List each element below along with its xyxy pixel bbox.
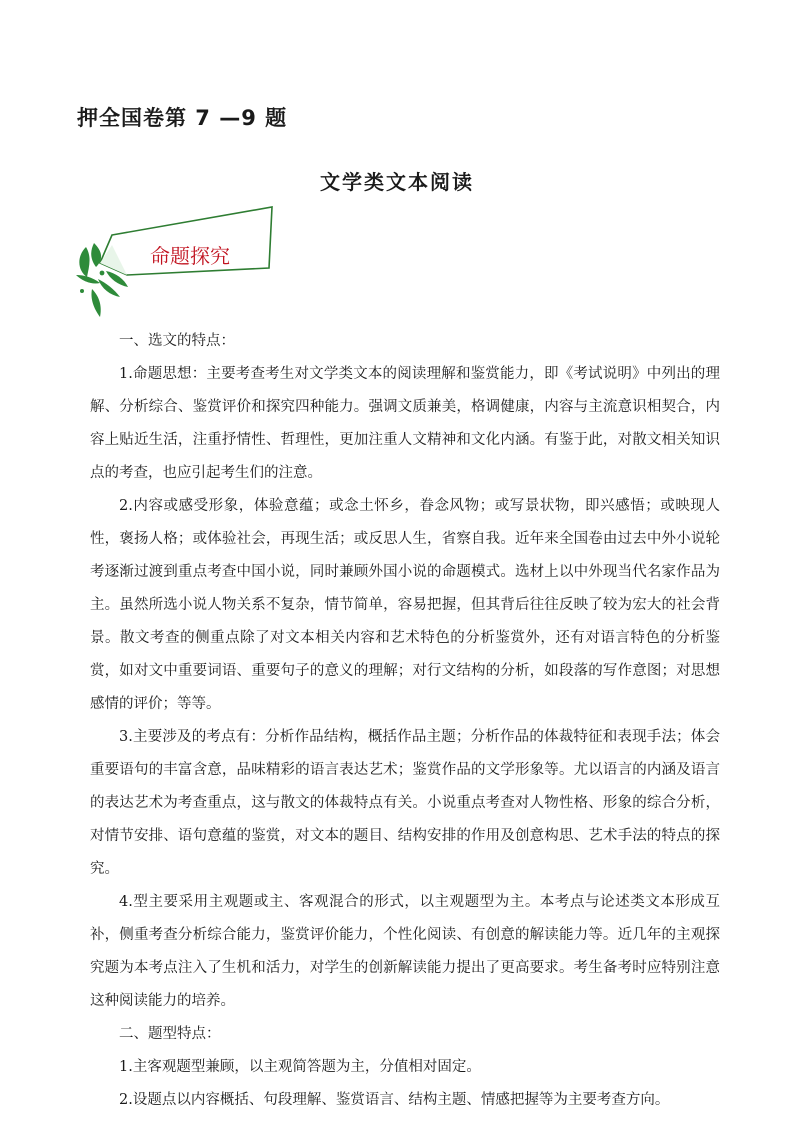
main-content	[90, 325, 720, 1117]
paragraph: 2.设题点以内容概括、句段理解、鉴赏语言、结构主题、情感把握等为主要考查方向。	[119, 1092, 670, 1108]
banner-label: 命题探究	[150, 244, 230, 268]
section-title: 文学类文本阅读	[320, 170, 474, 194]
paragraph: 3.主要涉及的考点有：分析作品结构，概括作品主题；分析作品的体裁特征和表现手法；体会重要语句的丰富含意，品味精彩的语言表达艺术；鉴赏作品的文学形象等。尤以语言的内涵及语言的表达艺术为考查重点，这与散文的体裁特点有关。小说重点考查对人物性格、形象的综合分析，对情节安排、语句意蕴的鉴赏，对文本的题目、结构安排的作用及创意构思、艺术手法的特点的探究。	[90, 729, 720, 877]
section-heading: 一、选文的特点：	[119, 333, 235, 349]
paragraph: 2.内容或感受形象，体验意蕴；或念土怀乡，眷念风物；或写景状物，即兴感悟；或映现人性，褒扬人格；或体验社会，再现生活；或反思人生，省察自我。近年来全国卷由过去中外小说轮考逐渐过渡到重点考查中国小说，同时兼顾外国小说的命题模式。选材上以中外现当代名家作品为主。虽然所选小说人物关系不复杂，情节简单，容易把握，但其背后往往反映了较为宏大的社会背景。散文考查的侧重点除了对文本相关内容和艺术特色的分析鉴赏外，还有对语言特色的分析鉴赏，如对文中重要词语、重要句子的意义的理解；对行文结构的分析，如段落的写作意图；对思想感情的评价；等等。	[90, 498, 720, 712]
paragraph: 1.主客观题型兼顾，以主观简答题为主，分值相对固定。	[119, 1059, 481, 1075]
page-title: 押全国卷第 7 —9 题	[77, 106, 288, 130]
paragraph: 4.型主要采用主观题或主、客观混合的形式，以主观题型为主。本考点与论述类文本形成互补，侧重考查分析综合能力，鉴赏评价能力，个性化阅读、有创意的解读能力等。近几年的主观探究题为本考点注入了生机和活力，对学生的创新解读能力提出了更高要求。考生备考时应特别注意这种阅读能力的培养。	[90, 894, 720, 1009]
section-heading: 二、题型特点：	[119, 1026, 221, 1042]
paragraph: 1.命题思想：主要考查考生对文学类文本的阅读理解和鉴赏能力，即《考试说明》中列出的理解、分析综合、鉴赏评价和探究四种能力。强调文质兼美，格调健康，内容与主流意识相契合，内容上贴近生活，注重抒情性、哲理性，更加注重人文精神和文化内涵。有鉴于此，对散文相关知识点的考查，也应引起考生们的注意。	[90, 366, 720, 481]
